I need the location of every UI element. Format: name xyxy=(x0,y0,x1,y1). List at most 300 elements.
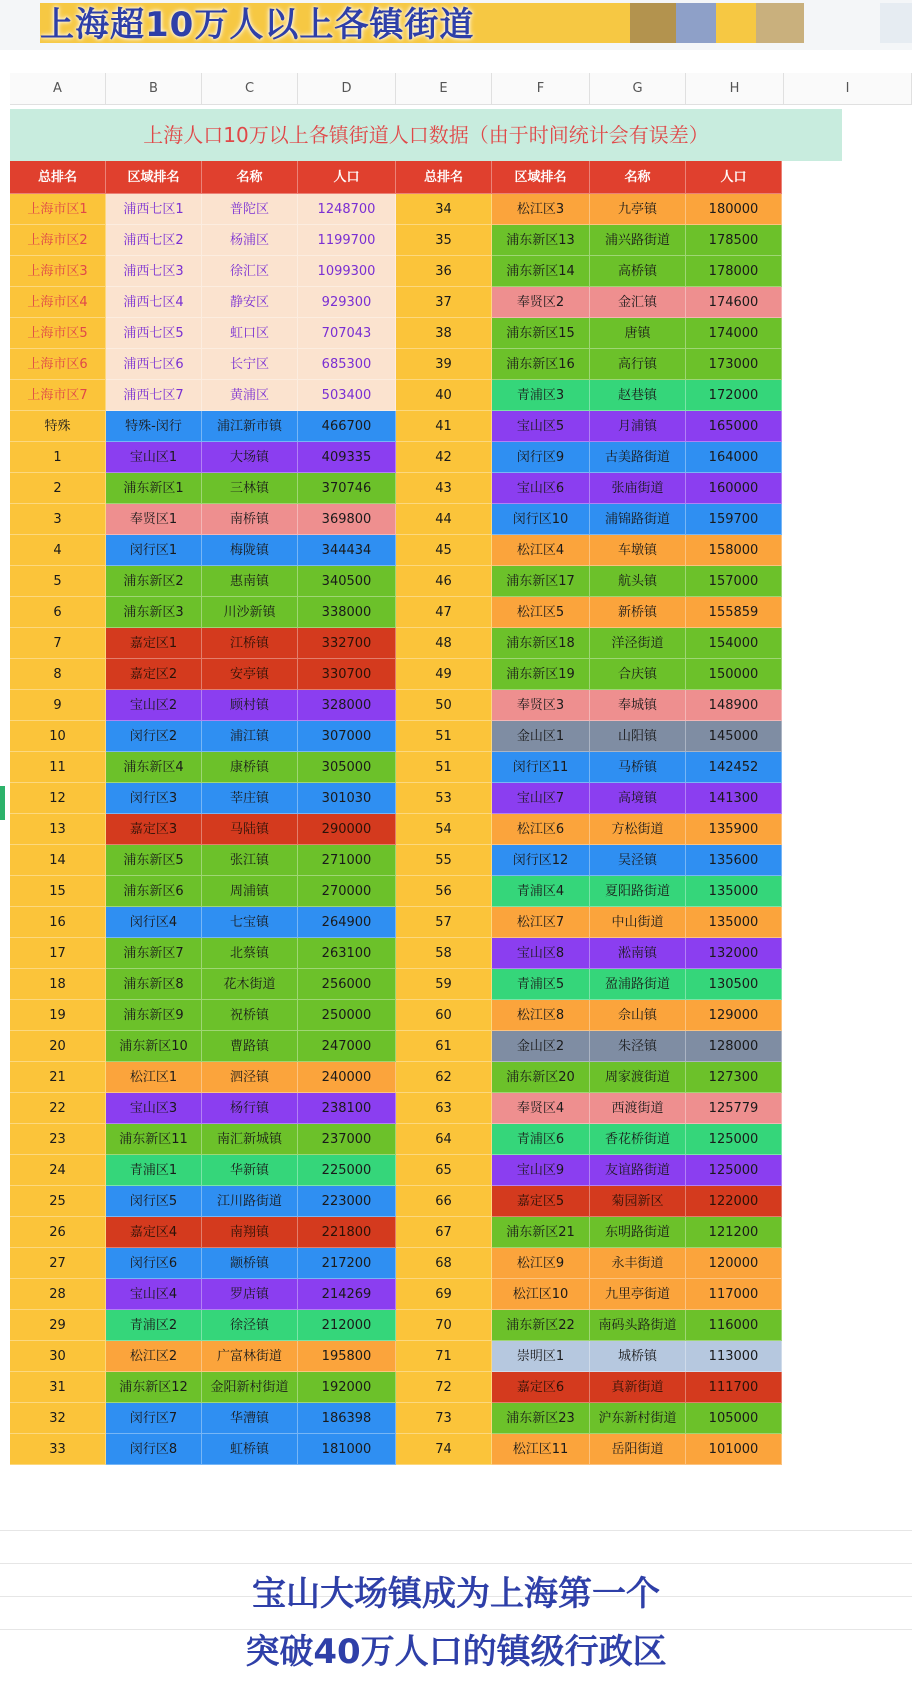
cell-name[interactable]: 虹口区 xyxy=(202,318,298,349)
cell-region[interactable]: 浦东新区19 xyxy=(492,659,590,690)
cell-pop[interactable]: 344434 xyxy=(298,535,396,566)
cell-region[interactable]: 浦东新区16 xyxy=(492,349,590,380)
cell-pop[interactable]: 332700 xyxy=(298,628,396,659)
cell-pop[interactable]: 174000 xyxy=(686,318,782,349)
cell-region[interactable]: 闵行区8 xyxy=(106,1434,202,1465)
cell-region[interactable]: 青浦区6 xyxy=(492,1124,590,1155)
cell-region[interactable]: 青浦区1 xyxy=(106,1155,202,1186)
cell-name[interactable]: 罗店镇 xyxy=(202,1279,298,1310)
cell-rank[interactable]: 45 xyxy=(396,535,492,566)
cell-region[interactable]: 奉贤区2 xyxy=(492,287,590,318)
cell-pop[interactable]: 165000 xyxy=(686,411,782,442)
cell-rank[interactable]: 27 xyxy=(10,1248,106,1279)
cell-name[interactable]: 顾村镇 xyxy=(202,690,298,721)
cell-pop[interactable]: 369800 xyxy=(298,504,396,535)
cell-pop[interactable]: 178000 xyxy=(686,256,782,287)
cell-rank[interactable]: 16 xyxy=(10,907,106,938)
cell-name[interactable]: 长宁区 xyxy=(202,349,298,380)
header-cell[interactable]: 名称 xyxy=(590,161,686,194)
cell-pop[interactable]: 238100 xyxy=(298,1093,396,1124)
cell-region[interactable]: 浦东新区9 xyxy=(106,1000,202,1031)
cell-name[interactable]: 赵巷镇 xyxy=(590,380,686,411)
cell-rank[interactable]: 61 xyxy=(396,1031,492,1062)
cell-region[interactable]: 嘉定区3 xyxy=(106,814,202,845)
cell-pop[interactable]: 145000 xyxy=(686,721,782,752)
cell-region[interactable]: 嘉定区4 xyxy=(106,1217,202,1248)
cell-pop[interactable]: 135600 xyxy=(686,845,782,876)
column-header-g[interactable]: G xyxy=(590,73,686,105)
cell-name[interactable]: 菊园新区 xyxy=(590,1186,686,1217)
cell-name[interactable]: 北蔡镇 xyxy=(202,938,298,969)
cell-name[interactable]: 惠南镇 xyxy=(202,566,298,597)
cell-rank[interactable]: 12 xyxy=(10,783,106,814)
cell-region[interactable]: 浦东新区18 xyxy=(492,628,590,659)
cell-name[interactable]: 香花桥街道 xyxy=(590,1124,686,1155)
cell-region[interactable]: 浦东新区1 xyxy=(106,473,202,504)
cell-pop[interactable]: 1099300 xyxy=(298,256,396,287)
cell-name[interactable]: 九里亭街道 xyxy=(590,1279,686,1310)
cell-rank[interactable]: 31 xyxy=(10,1372,106,1403)
cell-region[interactable]: 闵行区6 xyxy=(106,1248,202,1279)
cell-region[interactable]: 浦东新区12 xyxy=(106,1372,202,1403)
cell-region[interactable]: 宝山区9 xyxy=(492,1155,590,1186)
cell-pop[interactable]: 130500 xyxy=(686,969,782,1000)
cell-region[interactable]: 嘉定区5 xyxy=(492,1186,590,1217)
cell-pop[interactable]: 174600 xyxy=(686,287,782,318)
cell-region[interactable]: 浦东新区15 xyxy=(492,318,590,349)
cell-rank[interactable]: 54 xyxy=(396,814,492,845)
cell-region[interactable]: 浦东新区17 xyxy=(492,566,590,597)
cell-pop[interactable]: 157000 xyxy=(686,566,782,597)
cell-pop[interactable]: 221800 xyxy=(298,1217,396,1248)
cell-region[interactable]: 浦西七区3 xyxy=(106,256,202,287)
cell-rank[interactable]: 35 xyxy=(396,225,492,256)
cell-rank[interactable]: 上海市区7 xyxy=(10,380,106,411)
cell-name[interactable]: 杨浦区 xyxy=(202,225,298,256)
cell-name[interactable]: 黄浦区 xyxy=(202,380,298,411)
cell-region[interactable]: 浦东新区6 xyxy=(106,876,202,907)
cell-pop[interactable]: 127300 xyxy=(686,1062,782,1093)
cell-region[interactable]: 松江区2 xyxy=(106,1341,202,1372)
cell-rank[interactable]: 上海市区2 xyxy=(10,225,106,256)
cell-rank[interactable]: 56 xyxy=(396,876,492,907)
cell-pop[interactable]: 214269 xyxy=(298,1279,396,1310)
cell-rank[interactable]: 上海市区4 xyxy=(10,287,106,318)
cell-pop[interactable]: 212000 xyxy=(298,1310,396,1341)
cell-region[interactable]: 嘉定区1 xyxy=(106,628,202,659)
cell-pop[interactable]: 307000 xyxy=(298,721,396,752)
cell-rank[interactable]: 43 xyxy=(396,473,492,504)
cell-rank[interactable]: 60 xyxy=(396,1000,492,1031)
cell-rank[interactable]: 18 xyxy=(10,969,106,1000)
cell-rank[interactable]: 22 xyxy=(10,1093,106,1124)
cell-pop[interactable]: 116000 xyxy=(686,1310,782,1341)
cell-pop[interactable]: 301030 xyxy=(298,783,396,814)
cell-rank[interactable]: 73 xyxy=(396,1403,492,1434)
cell-pop[interactable]: 370746 xyxy=(298,473,396,504)
cell-pop[interactable]: 128000 xyxy=(686,1031,782,1062)
cell-region[interactable]: 松江区1 xyxy=(106,1062,202,1093)
cell-rank[interactable]: 3 xyxy=(10,504,106,535)
cell-pop[interactable]: 113000 xyxy=(686,1341,782,1372)
cell-rank[interactable]: 33 xyxy=(10,1434,106,1465)
cell-pop[interactable]: 173000 xyxy=(686,349,782,380)
cell-region[interactable]: 嘉定区6 xyxy=(492,1372,590,1403)
cell-rank[interactable]: 23 xyxy=(10,1124,106,1155)
cell-pop[interactable]: 148900 xyxy=(686,690,782,721)
cell-rank[interactable]: 36 xyxy=(396,256,492,287)
cell-rank[interactable]: 51 xyxy=(396,721,492,752)
column-header-d[interactable]: D xyxy=(298,73,396,105)
cell-pop[interactable]: 105000 xyxy=(686,1403,782,1434)
cell-region[interactable]: 浦西七区2 xyxy=(106,225,202,256)
cell-rank[interactable]: 10 xyxy=(10,721,106,752)
cell-region[interactable]: 闵行区3 xyxy=(106,783,202,814)
cell-pop[interactable]: 1248700 xyxy=(298,194,396,225)
cell-rank[interactable]: 51 xyxy=(396,752,492,783)
cell-rank[interactable]: 28 xyxy=(10,1279,106,1310)
cell-region[interactable]: 松江区11 xyxy=(492,1434,590,1465)
cell-rank[interactable]: 11 xyxy=(10,752,106,783)
cell-pop[interactable]: 122000 xyxy=(686,1186,782,1217)
cell-name[interactable]: 方松街道 xyxy=(590,814,686,845)
cell-region[interactable]: 松江区7 xyxy=(492,907,590,938)
cell-pop[interactable]: 217200 xyxy=(298,1248,396,1279)
cell-pop[interactable]: 178500 xyxy=(686,225,782,256)
cell-region[interactable]: 浦东新区14 xyxy=(492,256,590,287)
cell-name[interactable]: 九亭镇 xyxy=(590,194,686,225)
cell-name[interactable]: 花木街道 xyxy=(202,969,298,1000)
cell-rank[interactable]: 66 xyxy=(396,1186,492,1217)
cell-name[interactable]: 静安区 xyxy=(202,287,298,318)
cell-region[interactable]: 浦东新区4 xyxy=(106,752,202,783)
cell-region[interactable]: 闵行区5 xyxy=(106,1186,202,1217)
cell-region[interactable]: 金山区2 xyxy=(492,1031,590,1062)
cell-rank[interactable]: 25 xyxy=(10,1186,106,1217)
cell-region[interactable]: 闵行区9 xyxy=(492,442,590,473)
cell-rank[interactable]: 26 xyxy=(10,1217,106,1248)
cell-rank[interactable]: 72 xyxy=(396,1372,492,1403)
column-header-f[interactable]: F xyxy=(492,73,590,105)
cell-rank[interactable]: 上海市区6 xyxy=(10,349,106,380)
cell-rank[interactable]: 24 xyxy=(10,1155,106,1186)
cell-pop[interactable]: 142452 xyxy=(686,752,782,783)
cell-name[interactable]: 合庆镇 xyxy=(590,659,686,690)
cell-rank[interactable]: 70 xyxy=(396,1310,492,1341)
cell-name[interactable]: 南翔镇 xyxy=(202,1217,298,1248)
cell-rank[interactable]: 37 xyxy=(396,287,492,318)
cell-name[interactable]: 泗泾镇 xyxy=(202,1062,298,1093)
cell-region[interactable]: 松江区6 xyxy=(492,814,590,845)
cell-rank[interactable]: 9 xyxy=(10,690,106,721)
cell-rank[interactable]: 50 xyxy=(396,690,492,721)
cell-pop[interactable]: 685300 xyxy=(298,349,396,380)
cell-pop[interactable]: 256000 xyxy=(298,969,396,1000)
cell-region[interactable]: 浦东新区13 xyxy=(492,225,590,256)
cell-rank[interactable]: 2 xyxy=(10,473,106,504)
cell-name[interactable]: 佘山镇 xyxy=(590,1000,686,1031)
cell-name[interactable]: 浦兴路街道 xyxy=(590,225,686,256)
cell-region[interactable]: 松江区10 xyxy=(492,1279,590,1310)
cell-rank[interactable]: 8 xyxy=(10,659,106,690)
cell-rank[interactable]: 47 xyxy=(396,597,492,628)
cell-pop[interactable]: 223000 xyxy=(298,1186,396,1217)
cell-name[interactable]: 唐镇 xyxy=(590,318,686,349)
cell-pop[interactable]: 338000 xyxy=(298,597,396,628)
cell-region[interactable]: 浦东新区11 xyxy=(106,1124,202,1155)
cell-name[interactable]: 江川路街道 xyxy=(202,1186,298,1217)
cell-region[interactable]: 青浦区4 xyxy=(492,876,590,907)
cell-region[interactable]: 青浦区2 xyxy=(106,1310,202,1341)
column-header-h[interactable]: H xyxy=(686,73,784,105)
cell-pop[interactable]: 125779 xyxy=(686,1093,782,1124)
cell-pop[interactable]: 192000 xyxy=(298,1372,396,1403)
cell-pop[interactable]: 186398 xyxy=(298,1403,396,1434)
cell-name[interactable]: 普陀区 xyxy=(202,194,298,225)
cell-name[interactable]: 浦锦路街道 xyxy=(590,504,686,535)
cell-rank[interactable]: 30 xyxy=(10,1341,106,1372)
cell-region[interactable]: 浦东新区22 xyxy=(492,1310,590,1341)
cell-pop[interactable]: 1199700 xyxy=(298,225,396,256)
cell-region[interactable]: 宝山区2 xyxy=(106,690,202,721)
cell-pop[interactable]: 172000 xyxy=(686,380,782,411)
cell-pop[interactable]: 135000 xyxy=(686,907,782,938)
cell-name[interactable]: 朱泾镇 xyxy=(590,1031,686,1062)
cell-name[interactable]: 夏阳路街道 xyxy=(590,876,686,907)
cell-region[interactable]: 松江区5 xyxy=(492,597,590,628)
cell-pop[interactable]: 290000 xyxy=(298,814,396,845)
column-header-e[interactable]: E xyxy=(396,73,492,105)
cell-pop[interactable]: 101000 xyxy=(686,1434,782,1465)
cell-region[interactable]: 松江区4 xyxy=(492,535,590,566)
header-cell[interactable]: 区域排名 xyxy=(106,161,202,194)
cell-name[interactable]: 川沙新镇 xyxy=(202,597,298,628)
cell-rank[interactable]: 46 xyxy=(396,566,492,597)
cell-region[interactable]: 闵行区2 xyxy=(106,721,202,752)
cell-name[interactable]: 车墩镇 xyxy=(590,535,686,566)
cell-region[interactable]: 闵行区7 xyxy=(106,1403,202,1434)
cell-rank[interactable]: 上海市区5 xyxy=(10,318,106,349)
cell-region[interactable]: 浦东新区2 xyxy=(106,566,202,597)
cell-name[interactable]: 祝桥镇 xyxy=(202,1000,298,1031)
cell-region[interactable]: 宝山区8 xyxy=(492,938,590,969)
cell-rank[interactable]: 63 xyxy=(396,1093,492,1124)
cell-rank[interactable]: 13 xyxy=(10,814,106,845)
cell-pop[interactable]: 225000 xyxy=(298,1155,396,1186)
cell-rank[interactable]: 74 xyxy=(396,1434,492,1465)
cell-pop[interactable]: 929300 xyxy=(298,287,396,318)
cell-name[interactable]: 盈浦路街道 xyxy=(590,969,686,1000)
cell-pop[interactable]: 247000 xyxy=(298,1031,396,1062)
cell-rank[interactable]: 上海市区3 xyxy=(10,256,106,287)
cell-name[interactable]: 南码头路街道 xyxy=(590,1310,686,1341)
cell-name[interactable]: 高境镇 xyxy=(590,783,686,814)
cell-pop[interactable]: 141300 xyxy=(686,783,782,814)
cell-rank[interactable]: 14 xyxy=(10,845,106,876)
cell-pop[interactable]: 111700 xyxy=(686,1372,782,1403)
cell-pop[interactable]: 270000 xyxy=(298,876,396,907)
cell-pop[interactable]: 117000 xyxy=(686,1279,782,1310)
cell-region[interactable]: 浦西七区1 xyxy=(106,194,202,225)
cell-region[interactable]: 奉贤区3 xyxy=(492,690,590,721)
cell-rank[interactable]: 15 xyxy=(10,876,106,907)
cell-pop[interactable]: 250000 xyxy=(298,1000,396,1031)
header-cell[interactable]: 区域排名 xyxy=(492,161,590,194)
cell-name[interactable]: 新桥镇 xyxy=(590,597,686,628)
cell-pop[interactable]: 155859 xyxy=(686,597,782,628)
cell-region[interactable]: 浦西七区4 xyxy=(106,287,202,318)
cell-pop[interactable]: 195800 xyxy=(298,1341,396,1372)
column-header-i[interactable]: I xyxy=(784,73,912,105)
cell-name[interactable]: 浦江新市镇 xyxy=(202,411,298,442)
cell-pop[interactable]: 328000 xyxy=(298,690,396,721)
cell-rank[interactable]: 1 xyxy=(10,442,106,473)
cell-pop[interactable]: 135900 xyxy=(686,814,782,845)
cell-name[interactable]: 虹桥镇 xyxy=(202,1434,298,1465)
cell-rank[interactable]: 7 xyxy=(10,628,106,659)
cell-rank[interactable]: 55 xyxy=(396,845,492,876)
cell-pop[interactable]: 125000 xyxy=(686,1155,782,1186)
cell-name[interactable]: 西渡街道 xyxy=(590,1093,686,1124)
cell-pop[interactable]: 158000 xyxy=(686,535,782,566)
cell-region[interactable]: 宝山区6 xyxy=(492,473,590,504)
cell-pop[interactable]: 330700 xyxy=(298,659,396,690)
cell-rank[interactable]: 57 xyxy=(396,907,492,938)
cell-name[interactable]: 吴泾镇 xyxy=(590,845,686,876)
cell-name[interactable]: 南桥镇 xyxy=(202,504,298,535)
cell-name[interactable]: 岳阳街道 xyxy=(590,1434,686,1465)
cell-pop[interactable]: 240000 xyxy=(298,1062,396,1093)
cell-pop[interactable]: 154000 xyxy=(686,628,782,659)
cell-region[interactable]: 特殊-闵行 xyxy=(106,411,202,442)
cell-pop[interactable]: 164000 xyxy=(686,442,782,473)
column-header-c[interactable]: C xyxy=(202,73,298,105)
cell-rank[interactable]: 68 xyxy=(396,1248,492,1279)
cell-region[interactable]: 闵行区1 xyxy=(106,535,202,566)
cell-name[interactable]: 高桥镇 xyxy=(590,256,686,287)
cell-name[interactable]: 高行镇 xyxy=(590,349,686,380)
cell-name[interactable]: 洋泾街道 xyxy=(590,628,686,659)
cell-rank[interactable]: 39 xyxy=(396,349,492,380)
cell-rank[interactable]: 19 xyxy=(10,1000,106,1031)
cell-rank[interactable]: 34 xyxy=(396,194,492,225)
cell-name[interactable]: 大场镇 xyxy=(202,442,298,473)
cell-pop[interactable]: 263100 xyxy=(298,938,396,969)
cell-region[interactable]: 宝山区1 xyxy=(106,442,202,473)
cell-region[interactable]: 浦东新区23 xyxy=(492,1403,590,1434)
cell-region[interactable]: 青浦区5 xyxy=(492,969,590,1000)
cell-name[interactable]: 徐泾镇 xyxy=(202,1310,298,1341)
cell-pop[interactable]: 466700 xyxy=(298,411,396,442)
cell-name[interactable]: 康桥镇 xyxy=(202,752,298,783)
cell-name[interactable]: 曹路镇 xyxy=(202,1031,298,1062)
cell-region[interactable]: 闵行区10 xyxy=(492,504,590,535)
cell-pop[interactable]: 160000 xyxy=(686,473,782,504)
cell-name[interactable]: 周浦镇 xyxy=(202,876,298,907)
cell-rank[interactable]: 40 xyxy=(396,380,492,411)
cell-name[interactable]: 周家渡街道 xyxy=(590,1062,686,1093)
cell-name[interactable]: 古美路街道 xyxy=(590,442,686,473)
cell-name[interactable]: 航头镇 xyxy=(590,566,686,597)
cell-name[interactable]: 金汇镇 xyxy=(590,287,686,318)
cell-region[interactable]: 闵行区12 xyxy=(492,845,590,876)
cell-region[interactable]: 浦东新区10 xyxy=(106,1031,202,1062)
cell-name[interactable]: 淞南镇 xyxy=(590,938,686,969)
cell-region[interactable]: 宝山区5 xyxy=(492,411,590,442)
cell-pop[interactable]: 135000 xyxy=(686,876,782,907)
cell-name[interactable]: 中山街道 xyxy=(590,907,686,938)
cell-rank[interactable]: 42 xyxy=(396,442,492,473)
cell-region[interactable]: 金山区1 xyxy=(492,721,590,752)
cell-name[interactable]: 梅陇镇 xyxy=(202,535,298,566)
cell-rank[interactable]: 67 xyxy=(396,1217,492,1248)
cell-name[interactable]: 徐汇区 xyxy=(202,256,298,287)
cell-pop[interactable]: 305000 xyxy=(298,752,396,783)
header-cell[interactable]: 人口 xyxy=(298,161,396,194)
cell-rank[interactable]: 48 xyxy=(396,628,492,659)
cell-name[interactable]: 月浦镇 xyxy=(590,411,686,442)
cell-region[interactable]: 嘉定区2 xyxy=(106,659,202,690)
cell-name[interactable]: 杨行镇 xyxy=(202,1093,298,1124)
cell-pop[interactable]: 180000 xyxy=(686,194,782,225)
cell-rank[interactable]: 44 xyxy=(396,504,492,535)
cell-name[interactable]: 安亭镇 xyxy=(202,659,298,690)
cell-rank[interactable]: 20 xyxy=(10,1031,106,1062)
cell-name[interactable]: 奉城镇 xyxy=(590,690,686,721)
cell-name[interactable]: 浦江镇 xyxy=(202,721,298,752)
cell-region[interactable]: 松江区8 xyxy=(492,1000,590,1031)
header-cell[interactable]: 名称 xyxy=(202,161,298,194)
cell-region[interactable]: 崇明区1 xyxy=(492,1341,590,1372)
header-cell[interactable]: 总排名 xyxy=(396,161,492,194)
cell-name[interactable]: 友谊路街道 xyxy=(590,1155,686,1186)
cell-name[interactable]: 三林镇 xyxy=(202,473,298,504)
cell-name[interactable]: 真新街道 xyxy=(590,1372,686,1403)
cell-name[interactable]: 金阳新村街道 xyxy=(202,1372,298,1403)
cell-region[interactable]: 浦东新区3 xyxy=(106,597,202,628)
cell-region[interactable]: 闵行区11 xyxy=(492,752,590,783)
cell-region[interactable]: 松江区3 xyxy=(492,194,590,225)
cell-rank[interactable]: 4 xyxy=(10,535,106,566)
cell-region[interactable]: 宝山区4 xyxy=(106,1279,202,1310)
cell-pop[interactable]: 503400 xyxy=(298,380,396,411)
cell-region[interactable]: 浦西七区6 xyxy=(106,349,202,380)
cell-rank[interactable]: 17 xyxy=(10,938,106,969)
cell-region[interactable]: 浦东新区8 xyxy=(106,969,202,1000)
cell-name[interactable]: 马桥镇 xyxy=(590,752,686,783)
cell-region[interactable]: 浦东新区21 xyxy=(492,1217,590,1248)
cell-name[interactable]: 华新镇 xyxy=(202,1155,298,1186)
cell-pop[interactable]: 264900 xyxy=(298,907,396,938)
cell-rank[interactable]: 6 xyxy=(10,597,106,628)
header-cell[interactable]: 总排名 xyxy=(10,161,106,194)
cell-pop[interactable]: 181000 xyxy=(298,1434,396,1465)
cell-rank[interactable]: 71 xyxy=(396,1341,492,1372)
cell-region[interactable]: 浦西七区7 xyxy=(106,380,202,411)
column-header-b[interactable]: B xyxy=(106,73,202,105)
cell-name[interactable]: 张江镇 xyxy=(202,845,298,876)
cell-name[interactable]: 山阳镇 xyxy=(590,721,686,752)
cell-region[interactable]: 青浦区3 xyxy=(492,380,590,411)
cell-name[interactable]: 沪东新村街道 xyxy=(590,1403,686,1434)
cell-pop[interactable]: 120000 xyxy=(686,1248,782,1279)
cell-pop[interactable]: 707043 xyxy=(298,318,396,349)
cell-region[interactable]: 闵行区4 xyxy=(106,907,202,938)
cell-name[interactable]: 华漕镇 xyxy=(202,1403,298,1434)
cell-region[interactable]: 浦东新区7 xyxy=(106,938,202,969)
cell-rank[interactable]: 58 xyxy=(396,938,492,969)
cell-region[interactable]: 浦东新区5 xyxy=(106,845,202,876)
